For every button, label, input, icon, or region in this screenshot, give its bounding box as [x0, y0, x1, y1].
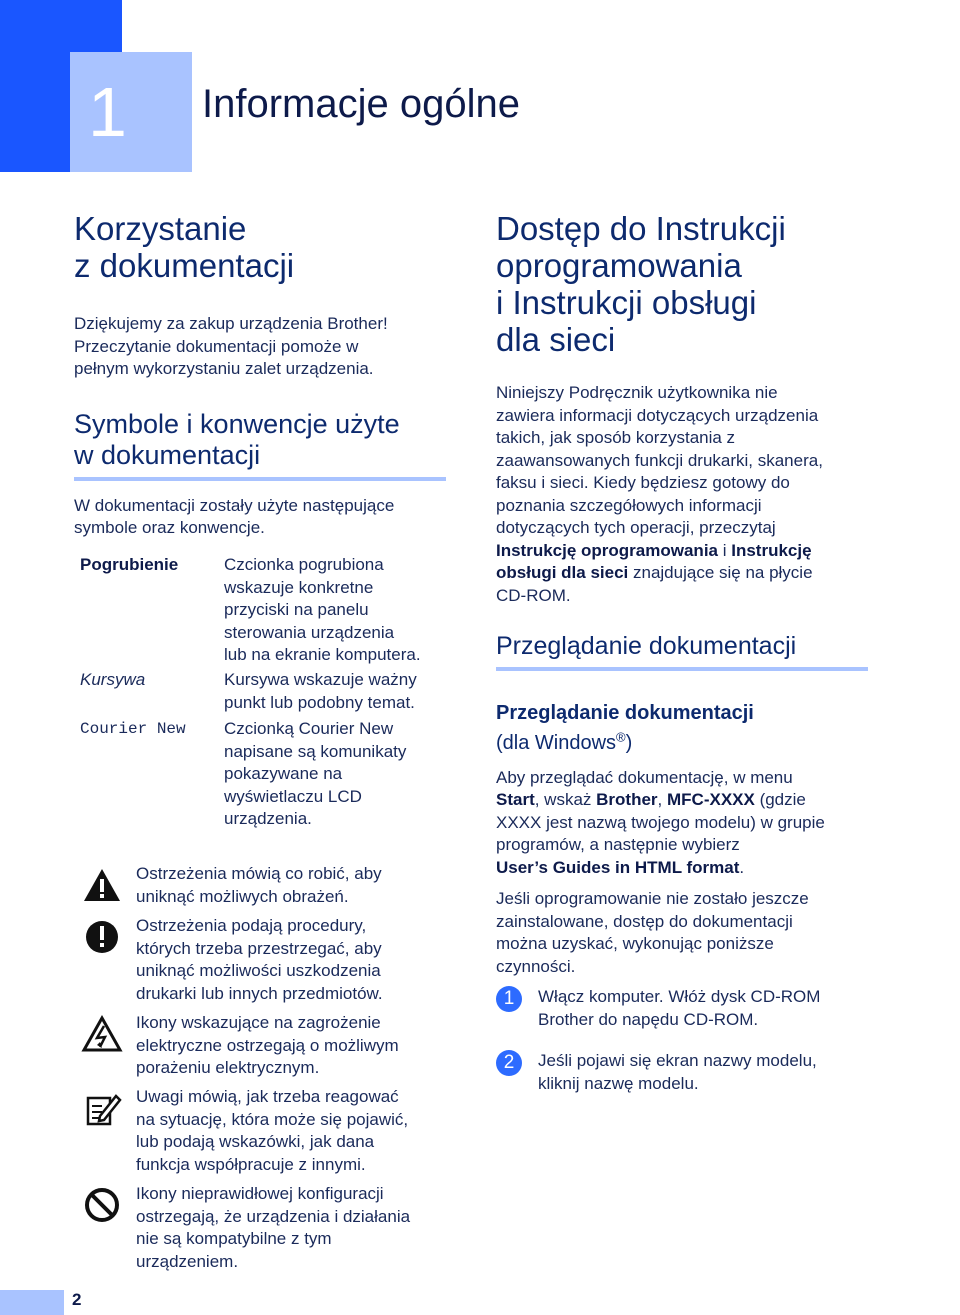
notice-text [136, 915, 446, 1005]
network-guide-name: obsługi dla sieci [496, 563, 629, 582]
section-title-documentation [74, 210, 446, 284]
subsection-title-text: ) [625, 731, 633, 754]
para-line: Niniejszy Podręcznik użytkownika nie [496, 383, 778, 402]
step-text [538, 986, 868, 1031]
convention-desc-line: pokazywane na [224, 764, 343, 783]
notice-line: Ostrzeżenia mówią co robić, aby [136, 864, 382, 883]
section-title-line: dla sieci [496, 321, 616, 358]
notice-line: drukarki lub innych przedmiotów. [136, 983, 383, 1003]
section-title-line: z dokumentacji [74, 247, 295, 284]
convention-desc-line: Czcionka pogrubiona [224, 555, 384, 574]
model-menu-name: MFC-XXXX [667, 790, 755, 810]
brother-menu-name: Brother [596, 790, 658, 810]
html-guides-name: User’s Guides in HTML format [496, 857, 740, 877]
intro-line: pełnym wykorzystaniu zalet urządzenia. [74, 359, 374, 378]
convention-term: Kursywa [80, 670, 146, 689]
section-title-access [496, 210, 868, 358]
para-line: CD-ROM. [496, 585, 571, 605]
convention-term: Courier New [80, 720, 186, 738]
intro-line: Przeczytanie dokumentacji pomoże w [74, 336, 359, 356]
notice-line: lub podają wskazówki, jak dana [136, 1132, 375, 1151]
section-title-line: Symbole i konwencje użyte [74, 408, 400, 439]
para-line: programów, a następnie wybierz [496, 835, 740, 855]
notice-line: urządzeniem. [136, 1251, 239, 1271]
page-number-strip [0, 1290, 64, 1315]
notice-line: nie są kompatybilne z tym [136, 1229, 332, 1248]
para-line: Jeśli oprogramowanie nie zostało jeszcze [496, 889, 809, 909]
convention-desc-line: sterowania urządzenia [224, 622, 395, 642]
section-title-symbols [74, 409, 446, 471]
notice-line: na sytuację, która może się pojawić, [136, 1109, 409, 1129]
notice-line: uniknąć możliwości uszkodzenia [136, 961, 381, 980]
notice-line: porażeniu elektrycznym. [136, 1058, 320, 1077]
start-menu-name: Start [496, 790, 535, 810]
step-line: Brother do napędu CD-ROM. [538, 1009, 759, 1029]
notice-line: których trzeba przestrzegać, aby [136, 938, 382, 958]
convention-description [224, 554, 454, 667]
network-guide-name: Instrukcję [731, 540, 812, 560]
convention-desc-line: wskazuje konkretne [224, 577, 374, 597]
step-number: 2 [496, 1050, 522, 1076]
para-line: można uzyskać, wykonując poniższe [496, 934, 774, 954]
para-line: czynności. [496, 956, 576, 976]
section-title-line: w dokumentacji [74, 439, 261, 470]
symbols-intro [74, 495, 446, 540]
para-line: XXXX jest nazwą twojego modelu) w grupie [496, 812, 825, 832]
para-line: poznania szczegółowych informacji [496, 495, 762, 515]
para-line: faksu i sieci. Kiedy będziesz gotowy do [496, 473, 790, 492]
notice-line: uniknąć możliwych obrażeń. [136, 886, 349, 906]
access-paragraph [496, 382, 868, 607]
notice-line: elektryczne ostrzegają o możliwym [136, 1035, 399, 1055]
para-text: (gdzie [754, 790, 806, 810]
convention-desc-line: punkt lub podobny temat. [224, 692, 415, 712]
chapter-title: Informacje ogólne [202, 82, 520, 126]
notice-line: Ikony wskazujące na zagrożenie [136, 1013, 381, 1032]
para-line: Aby przeglądać dokumentację, w menu [496, 767, 793, 787]
step-number: 1 [496, 986, 522, 1012]
convention-desc-line: wyświetlaczu LCD [224, 786, 362, 806]
chapter-number: 1 [88, 73, 127, 151]
caution-exclamation-icon [80, 915, 124, 959]
right-column [496, 210, 868, 978]
windows-paragraph [496, 767, 868, 880]
section-rule [496, 667, 868, 671]
notice-text [136, 1183, 446, 1273]
notice-line: Ikony nieprawidłowej konfiguracji [136, 1184, 384, 1203]
convention-desc-line: Czcionką Courier New [224, 719, 394, 738]
notice-line: funkcja współpracuje z innymi. [136, 1154, 366, 1174]
intro-line: Dziękujemy za zakup urządzenia Brother! [74, 314, 388, 333]
step-line: kliknij nazwę modelu. [538, 1073, 699, 1093]
notice-text [136, 1012, 446, 1080]
install-paragraph [496, 888, 868, 978]
notice-line: Ostrzeżenia podają procedury, [136, 916, 367, 935]
para-text: znajdujące się na płycie [628, 563, 813, 582]
para-line: dotyczących tych operacji, przeczytaj [496, 518, 776, 537]
section-title-line: i Instrukcji obsługi [496, 284, 757, 321]
convention-desc-line: urządzenia. [224, 809, 312, 828]
convention-description [224, 718, 454, 831]
subsection-title-text: (dla Windows [496, 731, 617, 754]
step-line: Włącz komputer. Włóż dysk CD-ROM [538, 987, 821, 1006]
prohibited-icon [80, 1183, 124, 1227]
left-column [74, 210, 446, 540]
symbols-intro-line: symbole oraz konwencje. [74, 518, 265, 537]
step-line: Jeśli pojawi się ekran nazwy modelu, [538, 1051, 817, 1070]
subsection-title-windows [496, 701, 868, 755]
para-text: , wskaż [534, 790, 597, 810]
notice-line: ostrzegają, że urządzenia i działania [136, 1206, 411, 1226]
para-line: zawiera informacji dotyczących urządzenia [496, 405, 819, 425]
section-title-line: oprogramowania [496, 247, 742, 284]
registered-mark: ® [616, 729, 626, 744]
symbols-intro-line: W dokumentacji zostały użyte następujące [74, 495, 395, 515]
notice-line: Uwagi mówią, jak trzeba reagować [136, 1087, 399, 1106]
intro-paragraph [74, 313, 446, 381]
para-text: i [718, 540, 732, 560]
convention-desc-line: napisane są komunikaty [224, 741, 407, 761]
section-title-viewing: Przeglądanie dokumentacji [496, 632, 797, 660]
page-number: 2 [72, 1290, 82, 1309]
notice-text [136, 863, 446, 908]
subsection-title-line: Przeglądanie dokumentacji [496, 702, 754, 724]
step-text [538, 1050, 868, 1095]
convention-desc-line: lub na ekranie komputera. [224, 645, 421, 664]
para-text: , [657, 790, 667, 810]
convention-term: Pogrubienie [80, 555, 179, 574]
software-guide-name: Instrukcję oprogramowania [496, 540, 718, 560]
warning-triangle-icon [80, 863, 124, 907]
para-line: zainstalowane, dostęp do dokumentacji [496, 911, 793, 931]
convention-desc-line: przyciski na panelu [224, 600, 369, 619]
para-line: takich, jak sposób korzystania z [496, 428, 736, 447]
section-title-line: Dostęp do Instrukcji [496, 210, 786, 247]
subsection-title-line [496, 729, 633, 754]
convention-desc-line: Kursywa wskazuje ważny [224, 670, 417, 689]
note-pencil-icon [80, 1086, 124, 1130]
notice-text [136, 1086, 446, 1176]
electrical-hazard-icon [80, 1012, 124, 1056]
chapter-side-strip [0, 0, 70, 172]
section-title-line: Korzystanie [74, 210, 247, 247]
section-rule [74, 477, 446, 481]
convention-description [224, 669, 454, 714]
para-text: . [739, 857, 745, 877]
para-line: zaawansowanych funkcji drukarki, skanera, [496, 450, 823, 470]
